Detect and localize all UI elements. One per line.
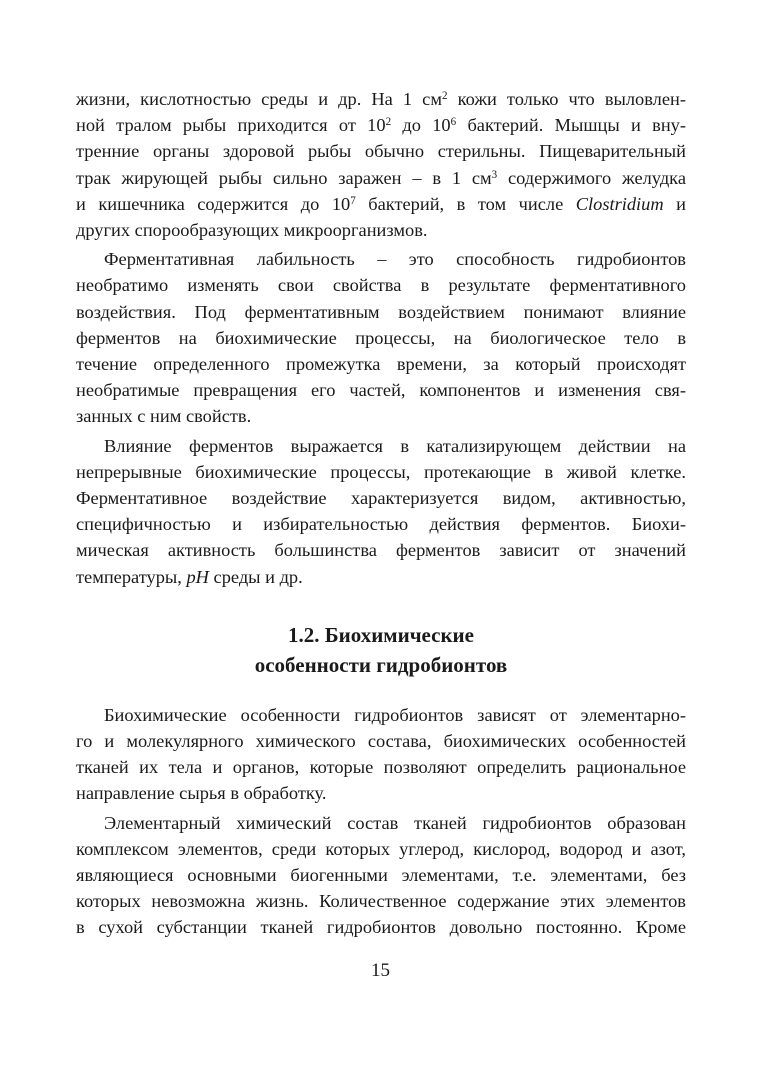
text-run: бактерий, в том числе xyxy=(355,193,576,214)
text-run: непрерывные биохимические процессы, протекающие в живой клетке. xyxy=(76,461,686,482)
page-body xyxy=(76,86,686,944)
text-line xyxy=(76,299,686,325)
text-line xyxy=(76,537,686,563)
text-line xyxy=(76,272,686,298)
superscript: 2 xyxy=(441,89,448,102)
text-run: и кишечника содержится до 10 xyxy=(76,193,351,214)
text-run: Влияние ферментов выражается в катализирующем действии на xyxy=(104,435,686,456)
text-run: занных с ним свойств. xyxy=(76,406,252,427)
paragraphs-before-heading xyxy=(76,86,686,590)
text-run: температуры, xyxy=(76,566,187,587)
italic-term: pH xyxy=(186,566,209,587)
text-line xyxy=(76,914,686,940)
text-run: ферментов на биохимические процессы, на биологическое тело в xyxy=(76,327,686,348)
text-line xyxy=(76,836,686,862)
text-run: являющиеся основными биогенными элементами, т.е. элементами, без xyxy=(76,865,686,886)
text-line xyxy=(76,191,686,217)
text-line xyxy=(76,511,686,537)
text-line xyxy=(76,485,686,511)
text-run: кожи только что выловлен- xyxy=(447,89,686,109)
paragraph-p5 xyxy=(76,810,686,941)
superscript: 3 xyxy=(491,168,498,181)
text-run: течение определенного промежутка времени, за который происходят xyxy=(76,354,686,375)
text-run: Ферментативная лабильность – это способность гидробионтов xyxy=(104,249,686,270)
text-line xyxy=(76,112,686,138)
text-line xyxy=(76,433,686,459)
text-line xyxy=(76,377,686,403)
italic-term: Clostridium xyxy=(575,193,664,214)
text-run: Биохимические особенности гидробионтов зависят от элементарно- xyxy=(104,704,686,725)
text-run: мическая активность большинства ферментов зависит от значений xyxy=(76,540,686,561)
text-run: специфичностью и избирательностью действия ферментов. Биохи- xyxy=(76,514,686,535)
text-line xyxy=(76,754,686,780)
text-run: содержимого желудка xyxy=(497,167,686,188)
text-run: и xyxy=(663,193,686,214)
paragraph-p1 xyxy=(76,86,686,243)
text-run: бактерий. Мышцы и вну- xyxy=(456,115,686,136)
superscript: 7 xyxy=(350,194,356,207)
text-line xyxy=(76,888,686,914)
paragraph-p4 xyxy=(76,702,686,807)
text-run: воздействия. Под ферментативным воздействием понимают влияние xyxy=(76,301,686,322)
text-line xyxy=(76,728,686,754)
section-heading xyxy=(76,620,686,680)
text-run: необратимо изменять свои свойства в результате ферментативного xyxy=(76,275,686,296)
text-line xyxy=(76,86,686,112)
text-run: которых невозможна жизнь. Количественное содержание этих элементов xyxy=(76,891,686,912)
text-run: в сухой субстанции тканей гидробионтов довольно постоянно. Кроме xyxy=(76,917,686,938)
superscript: 6 xyxy=(450,116,457,129)
text-line xyxy=(76,564,686,590)
text-line xyxy=(76,862,686,888)
text-run: жизни, кислотностью среды и др. На 1 см xyxy=(76,89,442,109)
text-run: комплексом элементов, среди которых углерод, кислород, водород и азот, xyxy=(76,838,686,859)
text-line xyxy=(76,246,686,272)
text-run: других спорообразующих микроорганизмов. xyxy=(76,220,428,241)
text-run: тренние органы здоровой рыбы обычно стерильны. Пищеварительный xyxy=(76,141,686,162)
page-number: 15 xyxy=(371,960,390,981)
text-line xyxy=(76,403,686,429)
text-run: тканей их тела и органов, которые позволяют определить рациональное xyxy=(76,757,686,778)
text-run: необратимые превращения его частей, компонентов и изменения свя- xyxy=(76,380,686,401)
text-line xyxy=(76,459,686,485)
text-line xyxy=(76,165,686,191)
superscript: 2 xyxy=(385,116,392,129)
text-run: Элементарный химический состав тканей гидробионтов образован xyxy=(104,812,686,833)
text-line xyxy=(76,810,686,836)
text-run: среды и др. xyxy=(208,566,303,587)
text-line xyxy=(76,325,686,351)
paragraph-p3 xyxy=(76,433,686,590)
text-run: трак жирующей рыбы сильно заражен – в 1 см xyxy=(76,167,492,188)
text-line xyxy=(76,138,686,164)
text-run: до 10 xyxy=(391,115,451,136)
text-line xyxy=(76,702,686,728)
heading-line-1: 1.2. Биохимические xyxy=(288,622,474,647)
text-line xyxy=(76,780,686,806)
text-run: го и молекулярного химического состава, биохимических особенностей xyxy=(76,731,686,752)
paragraphs-after-heading xyxy=(76,702,686,941)
text-run: ной тралом рыбы приходится от 10 xyxy=(76,115,386,136)
text-line xyxy=(76,217,686,243)
text-run: Ферментативное воздействие характеризуется видом, активностью, xyxy=(76,488,686,509)
text-run: направление сырья в обработку. xyxy=(76,783,327,804)
text-line xyxy=(76,351,686,377)
heading-line-2: особенности гидробионтов xyxy=(254,652,508,677)
paragraph-p2 xyxy=(76,246,686,429)
